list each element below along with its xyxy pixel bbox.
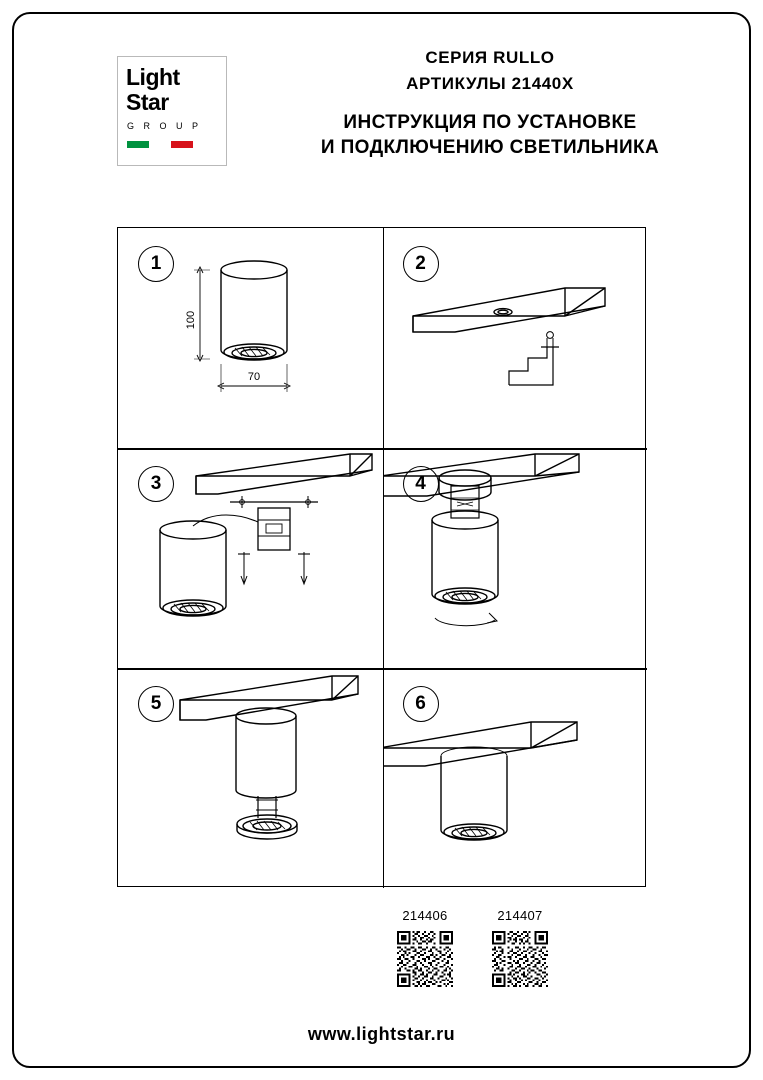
step-number-badge: 6 <box>403 686 439 722</box>
brand-logo <box>117 56 227 166</box>
step-number-badge: 3 <box>138 466 174 502</box>
step-attach-fixture <box>383 448 648 668</box>
dimension-width-label: 70 <box>247 371 261 383</box>
header-titles <box>240 48 740 160</box>
step-5-illustration <box>118 668 382 888</box>
step-finished <box>383 668 648 888</box>
page-header <box>0 40 763 190</box>
logo-line-2: Star <box>126 89 169 115</box>
step-number-badge: 4 <box>403 466 439 502</box>
qr-code-icon <box>397 931 453 987</box>
step-3-illustration <box>118 448 382 668</box>
product-codes <box>117 908 646 1018</box>
qr-code-icon <box>492 931 548 987</box>
product-code-214407 <box>465 908 575 987</box>
logo-line-1: Light <box>126 64 180 90</box>
step-number-badge: 1 <box>138 246 174 282</box>
code-label: 214407 <box>497 908 543 923</box>
logo-subtitle: G R O U P <box>127 121 202 131</box>
step-2-illustration <box>383 228 647 448</box>
step-fixture-dimensions <box>118 228 383 448</box>
product-code-214406 <box>370 908 480 987</box>
step-secure-lamp <box>118 668 383 888</box>
website-url[interactable]: www.lightstar.ru <box>307 1024 456 1044</box>
steps-grid <box>117 227 646 887</box>
step-number-badge: 5 <box>138 686 174 722</box>
step-mount-bracket <box>118 448 383 668</box>
code-label: 214406 <box>402 908 448 923</box>
dimension-height-label: 100 <box>185 310 197 330</box>
page-title-line-1: ИНСТРУКЦИЯ ПО УСТАНОВКЕ <box>343 112 637 133</box>
series-name: СЕРИЯ RULLO <box>425 48 555 67</box>
logo-wordmark <box>126 65 180 115</box>
page-title-line-2: И ПОДКЛЮЧЕНИЮ СВЕТИЛЬНИКА <box>320 137 660 158</box>
step-6-illustration <box>383 668 647 888</box>
step-1-illustration <box>118 228 382 448</box>
step-ceiling-plate-wiring <box>383 228 648 448</box>
article-number: АРТИКУЛЫ 21440X <box>406 74 574 93</box>
step-number-badge: 2 <box>403 246 439 282</box>
step-4-illustration <box>383 448 647 668</box>
italy-flag-icon <box>127 141 193 148</box>
